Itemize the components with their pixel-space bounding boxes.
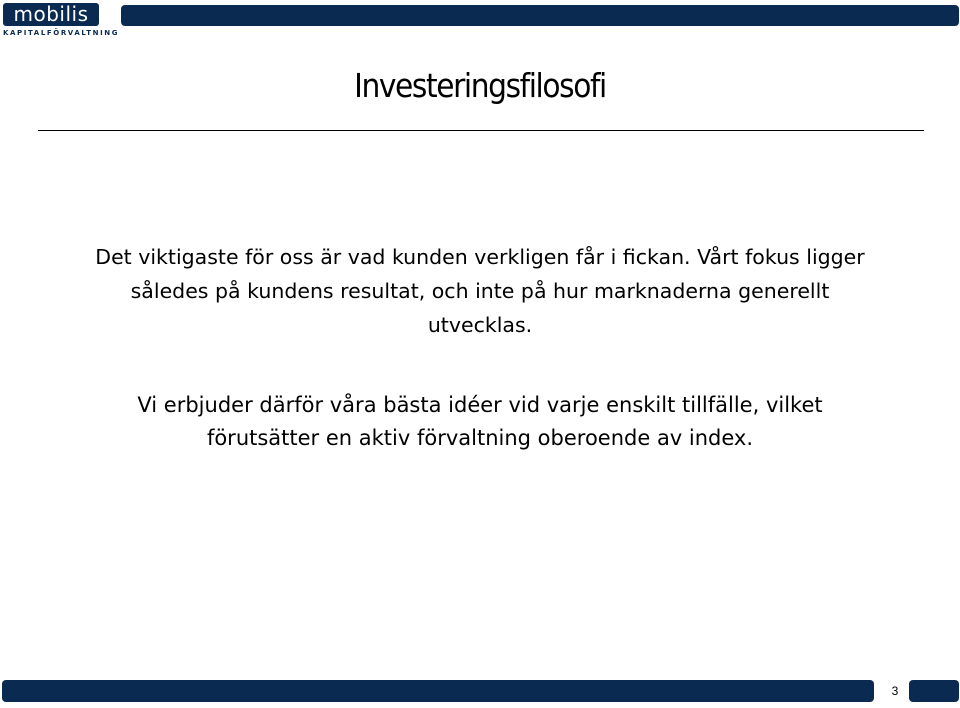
logo-tagline: KAPITALFÖRVALTNING [3, 29, 120, 37]
body-paragraph-1: Det viktigaste för oss är vad kunden verkligen får i fickan. Vårt fokus ligger således på kundens resultat, och inte på hur marknaderna generellt utvecklas. [95, 245, 865, 337]
page-number: 3 [891, 684, 899, 698]
footer-bar-end [909, 680, 959, 702]
footer-bar [2, 680, 874, 702]
header-bar [121, 5, 959, 26]
logo-wordmark: mobilis [3, 3, 99, 26]
title-divider [38, 130, 924, 131]
company-logo [3, 2, 120, 37]
body-paragraph-2: Vi erbjuder därför våra bästa idéer vid varje enskilt tillfälle, vilket förutsätter en aktiv förvaltning oberoende av index. [137, 393, 823, 450]
slide-title: Investeringsfilosofi [354, 66, 606, 105]
